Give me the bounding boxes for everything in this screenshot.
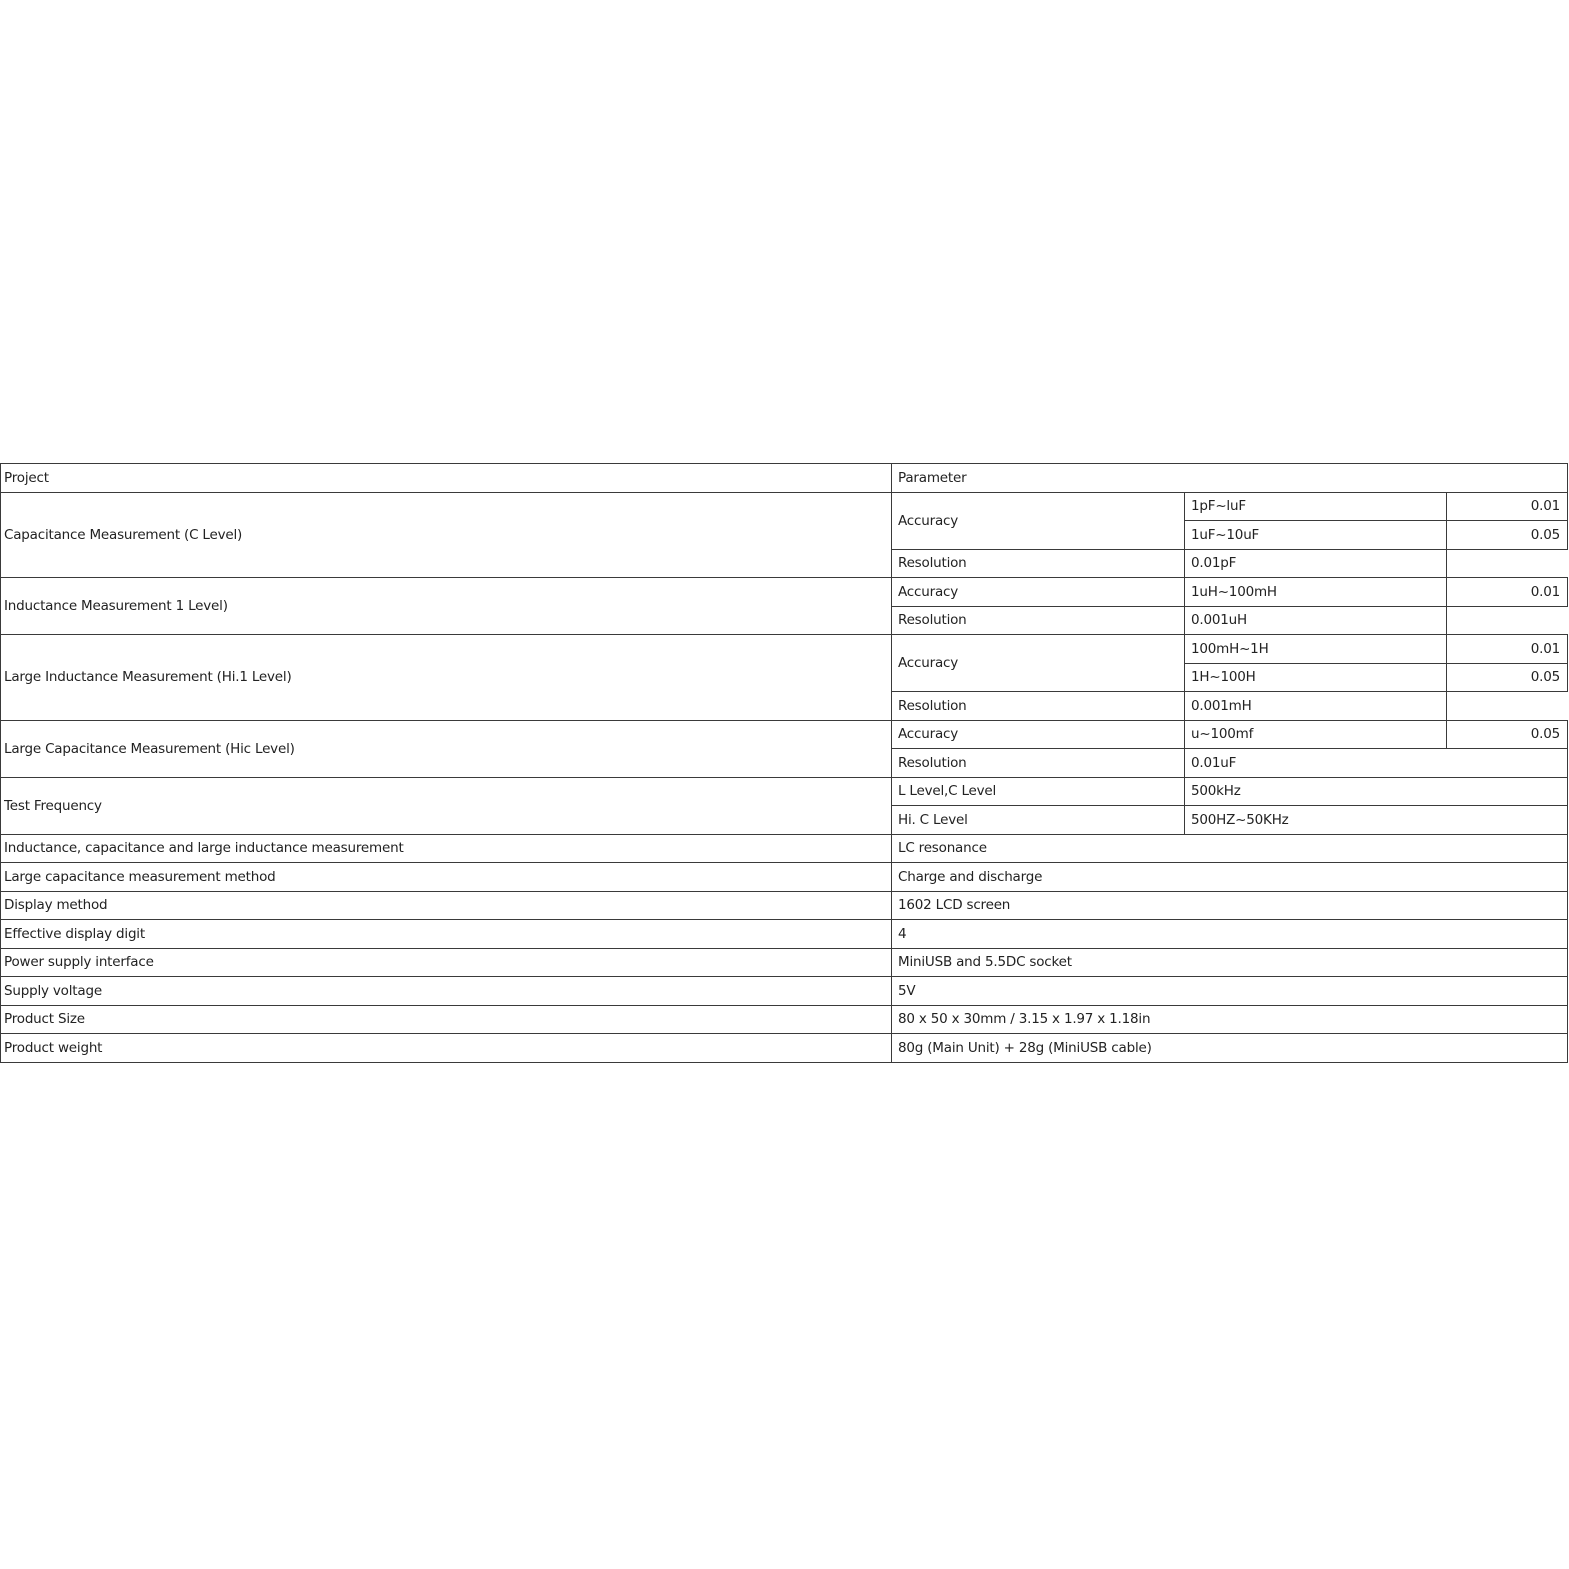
large-capacitance-resolution-label: Resolution — [892, 749, 1185, 778]
table-row — [1, 720, 1568, 749]
large-inductance-range: 1H~100H — [1185, 663, 1447, 692]
test-frequency-value: 500HZ~50KHz — [1185, 806, 1568, 835]
large-inductance-accuracy-value: 0.01 — [1447, 635, 1568, 664]
header-parameter: Parameter — [892, 464, 1568, 493]
row-parameter: MiniUSB and 5.5DC socket — [892, 948, 1568, 977]
blank-cell — [1447, 606, 1568, 635]
row-project: Large capacitance measurement method — [1, 863, 892, 892]
row-parameter: 80g (Main Unit) + 28g (MiniUSB cable) — [892, 1034, 1568, 1063]
capacitance-accuracy-value: 0.01 — [1447, 492, 1568, 521]
blank-cell — [1447, 549, 1568, 578]
table-row — [1, 977, 1568, 1006]
row-project: Effective display digit — [1, 920, 892, 949]
large-inductance-resolution-value: 0.001mH — [1185, 692, 1447, 721]
row-project: Power supply interface — [1, 948, 892, 977]
large-capacitance-resolution-value: 0.01uF — [1185, 749, 1568, 778]
row-parameter: Charge and discharge — [892, 863, 1568, 892]
table-row — [1, 635, 1568, 664]
row-parameter: 5V — [892, 977, 1568, 1006]
capacitance-accuracy-value: 0.05 — [1447, 521, 1568, 550]
row-project: Display method — [1, 891, 892, 920]
row-project: Inductance, capacitance and large inductance measurement — [1, 834, 892, 863]
table-row — [1, 492, 1568, 521]
test-frequency-label: Hi. C Level — [892, 806, 1185, 835]
large-inductance-range: 100mH~1H — [1185, 635, 1447, 664]
inductance-resolution-label: Resolution — [892, 606, 1185, 635]
large-capacitance-range: u~100mf — [1185, 720, 1447, 749]
blank-cell — [1447, 692, 1568, 721]
capacitance-range: 1uF~10uF — [1185, 521, 1447, 550]
inductance-accuracy-value: 0.01 — [1447, 578, 1568, 607]
table-row — [1, 1034, 1568, 1063]
large-inductance-accuracy-label: Accuracy — [892, 635, 1185, 692]
row-parameter: 1602 LCD screen — [892, 891, 1568, 920]
table-row — [1, 834, 1568, 863]
large-capacitance-accuracy-label: Accuracy — [892, 720, 1185, 749]
inductance-range: 1uH~100mH — [1185, 578, 1447, 607]
test-frequency-value: 500kHz — [1185, 777, 1568, 806]
large-capacitance-accuracy-value: 0.05 — [1447, 720, 1568, 749]
large-inductance-accuracy-value: 0.05 — [1447, 663, 1568, 692]
test-frequency-label: L Level,C Level — [892, 777, 1185, 806]
capacitance-accuracy-label: Accuracy — [892, 492, 1185, 549]
row-parameter: LC resonance — [892, 834, 1568, 863]
header-project: Project — [1, 464, 892, 493]
table-row — [1, 891, 1568, 920]
row-project: Supply voltage — [1, 977, 892, 1006]
capacitance-resolution-label: Resolution — [892, 549, 1185, 578]
test-frequency-name: Test Frequency — [1, 777, 892, 834]
capacitance-range: 1pF~luF — [1185, 492, 1447, 521]
row-project: Product weight — [1, 1034, 892, 1063]
row-parameter: 80 x 50 x 30mm / 3.15 x 1.97 x 1.18in — [892, 1005, 1568, 1034]
capacitance-name: Capacitance Measurement (C Level) — [1, 492, 892, 578]
table-row — [1, 920, 1568, 949]
table-row — [1, 578, 1568, 607]
table-header-row — [1, 464, 1568, 493]
large-inductance-resolution-label: Resolution — [892, 692, 1185, 721]
large-inductance-name: Large Inductance Measurement (Hi.1 Level) — [1, 635, 892, 721]
large-capacitance-name: Large Capacitance Measurement (Hic Level) — [1, 720, 892, 777]
spec-table — [0, 463, 1568, 1063]
table-row — [1, 777, 1568, 806]
inductance-accuracy-label: Accuracy — [892, 578, 1185, 607]
inductance-name: Inductance Measurement 1 Level) — [1, 578, 892, 635]
table-row — [1, 863, 1568, 892]
row-project: Product Size — [1, 1005, 892, 1034]
capacitance-resolution-value: 0.01pF — [1185, 549, 1447, 578]
row-parameter: 4 — [892, 920, 1568, 949]
inductance-resolution-value: 0.001uH — [1185, 606, 1447, 635]
table-row — [1, 948, 1568, 977]
table-row — [1, 1005, 1568, 1034]
